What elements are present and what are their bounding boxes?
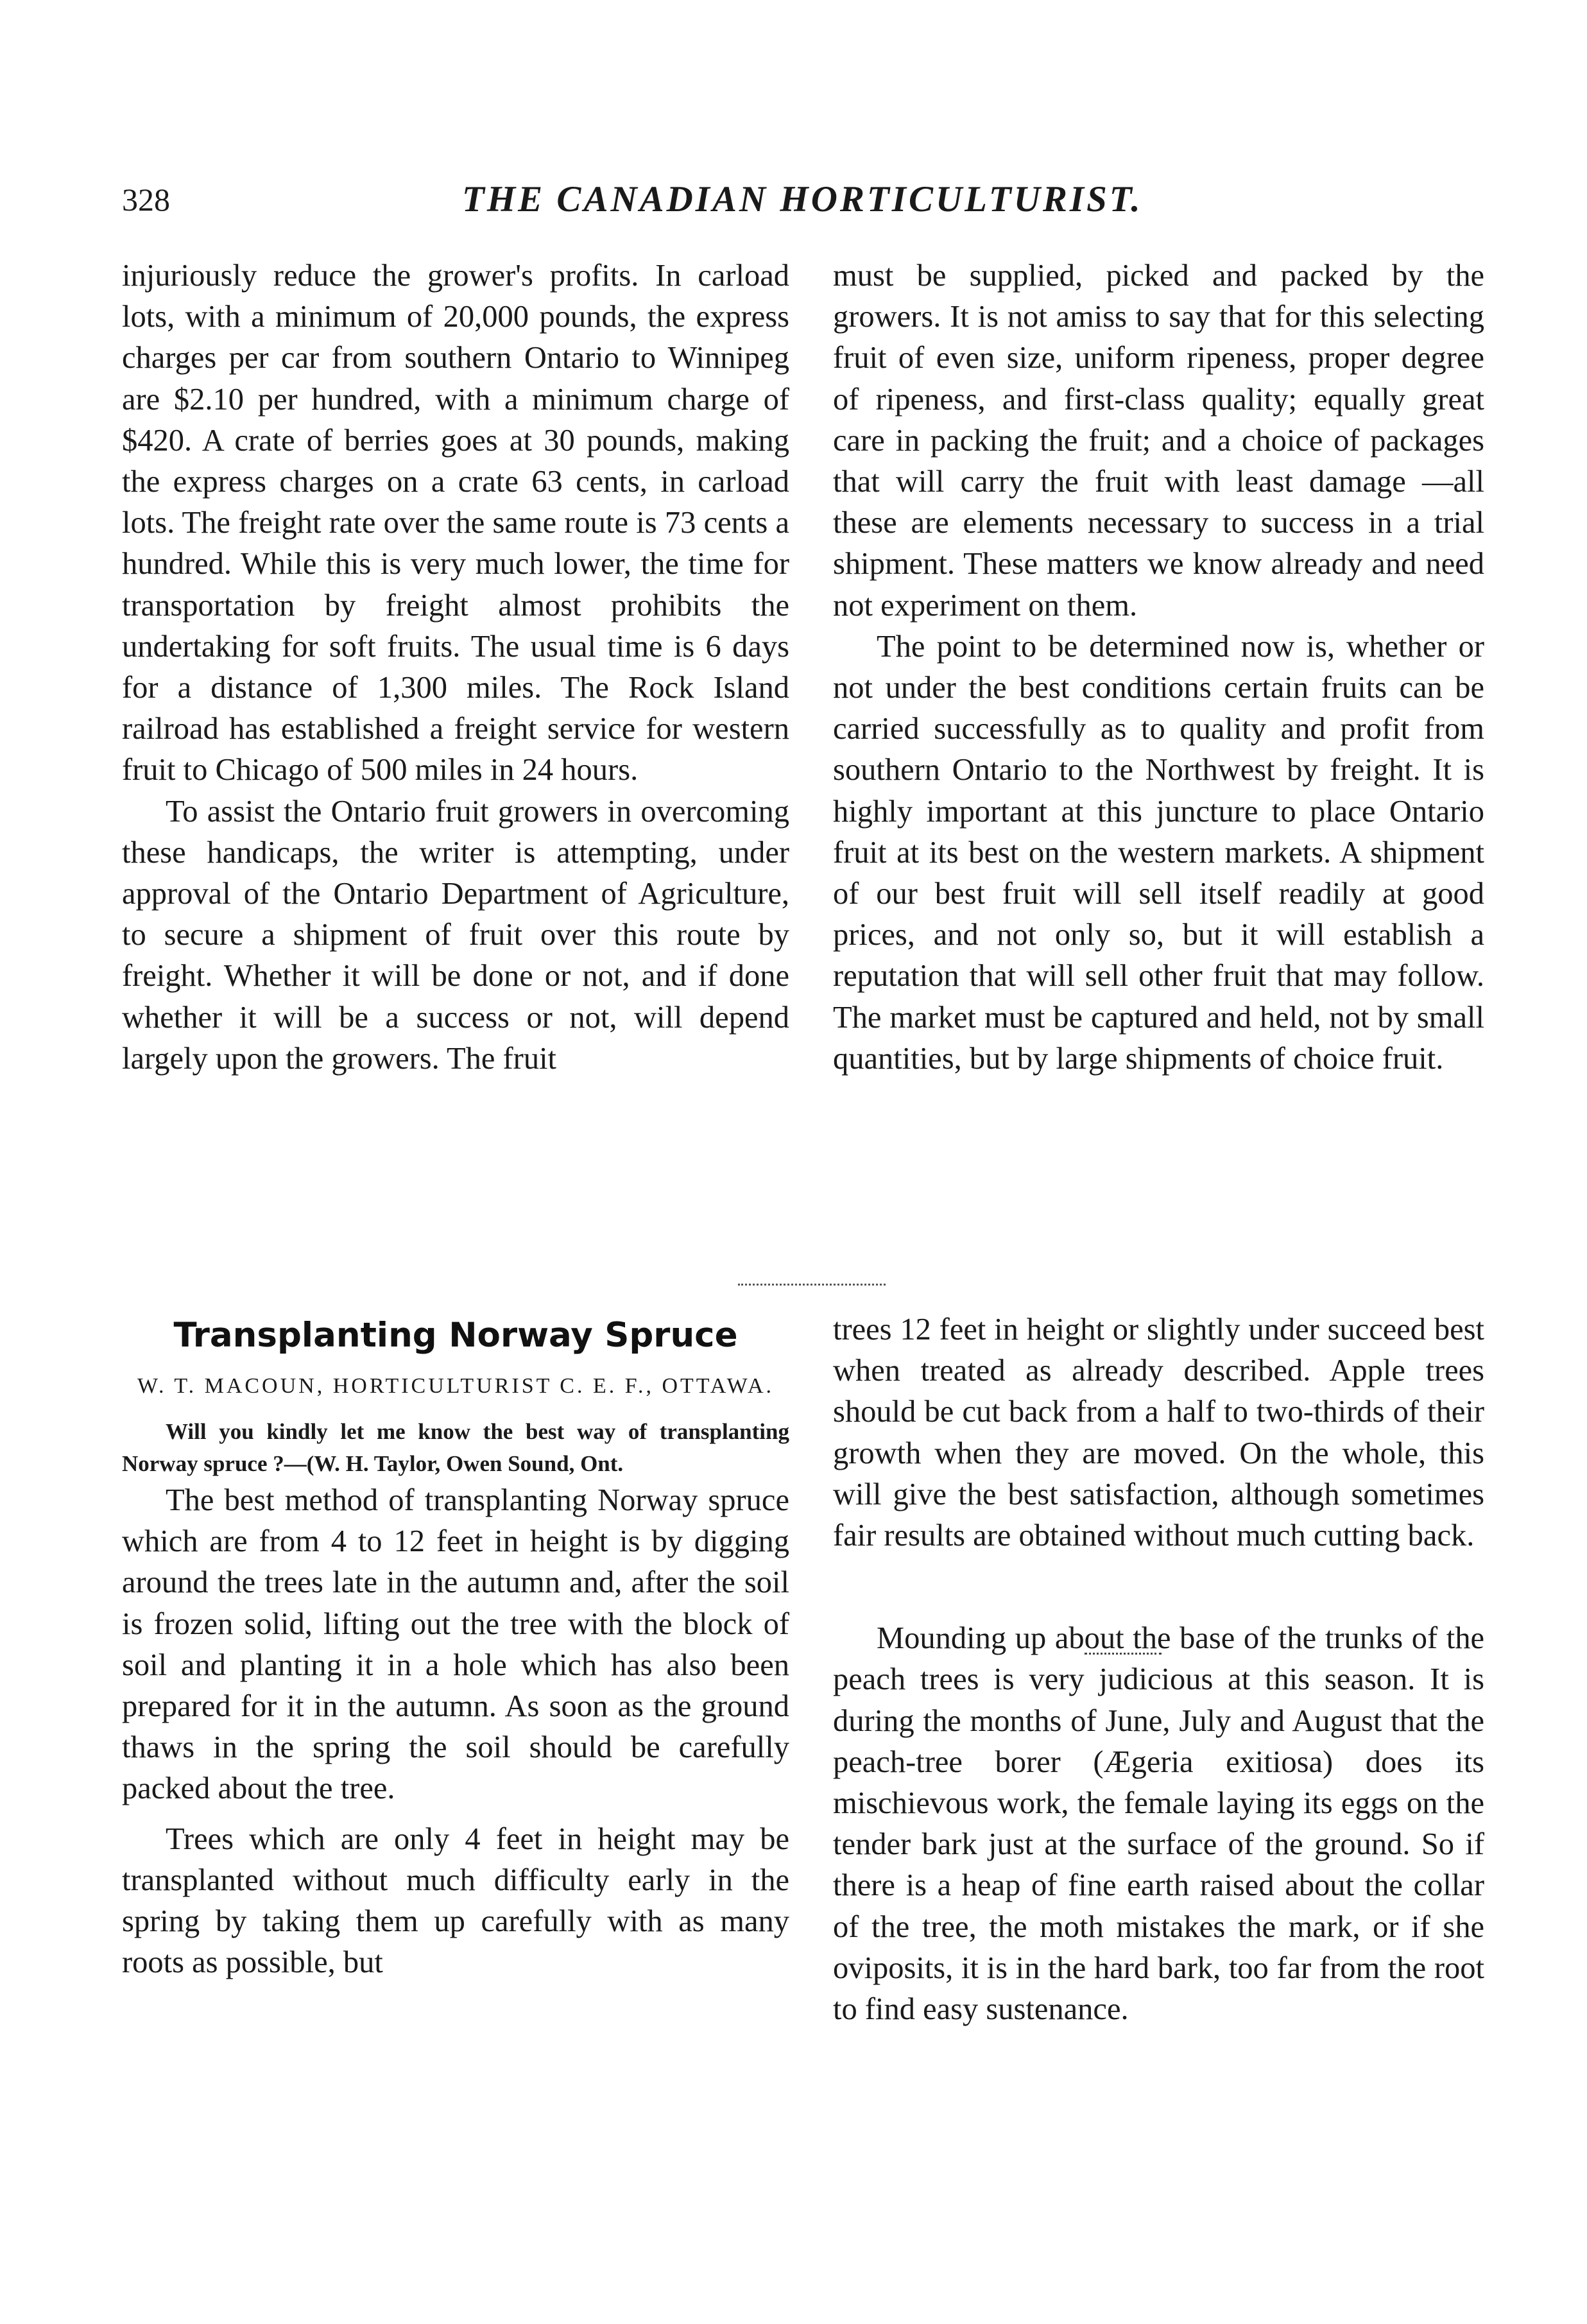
column-left-bottom <box>122 1309 789 1983</box>
page-number: 328 <box>122 182 170 218</box>
short-rule <box>1085 1653 1162 1655</box>
article-title: Transplanting Norway Spruce <box>173 1316 738 1355</box>
column-right-top <box>833 255 1484 1080</box>
section-divider <box>738 1284 886 1286</box>
paragraph-fruit-supply: must be supplied, picked and packed by the growers. It is not amiss to say that for this selecting fruit of even size, uniform ripeness, proper degree of ripeness, and first-class quality; equally great care in packing the fruit; and a choice of packages that will carry the fruit with least damage —all these are elements necessary to success in a trial shipment. These matters we know already and need not experiment on them. <box>833 259 1484 623</box>
reader-question: Will you kindly let me know the best way of transplanting Norway spruce ?—(W. H. Taylor, Owen Sound, Ont. <box>122 1419 789 1476</box>
column-right-bottom <box>833 1309 1484 2030</box>
paragraph-continued: injuriously reduce the grower's profits. In carload lots, with a minimum of 20,000 pounds, the express charges per car from southern Ontario to Winnipeg are $2.10 per hundred, with a minimum charge of $420. A crate of berries goes at 30 pounds, making the express charges on a crate 63 cents, in carload lots. The freight rate over the same route is 73 cents a hundred. While this is very much lower, the time for transportation by freight almost prohibits the undertaking for soft fruits. The usual time is 6 days for a distance of 1,300 miles. The Rock Island railroad has established a freight service for western fruit to Chicago of 500 miles in 24 hours. <box>122 259 789 788</box>
paragraph-point-determined: The point to be determined now is, whether or not under the best conditions certain fruits can be carried successfully as to quality and profit from southern Ontario to the Northwest by freight. It is highly important at this juncture to place Ontario fruit at its best on the western markets. A shipment of our best fruit will sell itself readily at good prices, and not only so, but it will establish a reputation that will sell other fruit that may follow. The market must be captured and held, not by small quantities, but by large shipments of choice fruit. <box>833 629 1484 1076</box>
column-left-top <box>122 255 789 1080</box>
paragraph-best-method: The best method of transplanting Norway spruce which are from 4 to 12 feet in height is by digging around the trees late in the autumn and, after the soil is frozen solid, lifting out the tree with the block of soil and planting it in a hole which has also been prepared for it in the autumn. As soon as the ground thaws in the spring the soil should be carefully packed about the tree. <box>122 1483 789 1806</box>
running-head <box>122 181 1476 232</box>
paragraph-small-trees: Trees which are only 4 feet in height may be transplanted without much difficulty early in the spring by taking them up carefully with as many roots as possible, but <box>122 1821 789 1980</box>
paragraph-assist-growers: To assist the Ontario fruit growers in overcoming these handicaps, the writer is attempting, under approval of the Ontario Department of Agriculture, to secure a shipment of fruit over this route by freight. Whether it will be done or not, and if done whether it will be a success or not, will depend largely upon the growers. The fruit <box>122 794 789 1076</box>
journal-title: THE CANADIAN HORTICULTURIST. <box>462 179 1143 219</box>
article-byline: W. T. MACOUN, HORTICULTURIST C. E. F., OTTAWA. <box>137 1374 775 1398</box>
paragraph-apple-trees: trees 12 feet in height or slightly under succeed best when treated as already described. Apple trees should be cut back from a half to two-thirds of their growth when they are moved. On the whole, this will give the best satisfaction, although sometimes fair results are obtained without much cutting back. <box>833 1313 1484 1553</box>
paragraph-peach-borer: Mounding up about the base of the trunks of the peach trees is very judicious at this season. It is during the months of June, July and August that the peach-tree borer (Ægeria exitiosa) does its mischievous work, the female laying its eggs on the tender bark just at the surface of the ground. So if there is a heap of fine earth raised about the collar of the tree, the moth mistakes the mark, or if she oviposits, it is in the hard bark, too far from the root to find easy sustenance. <box>833 1621 1484 2027</box>
